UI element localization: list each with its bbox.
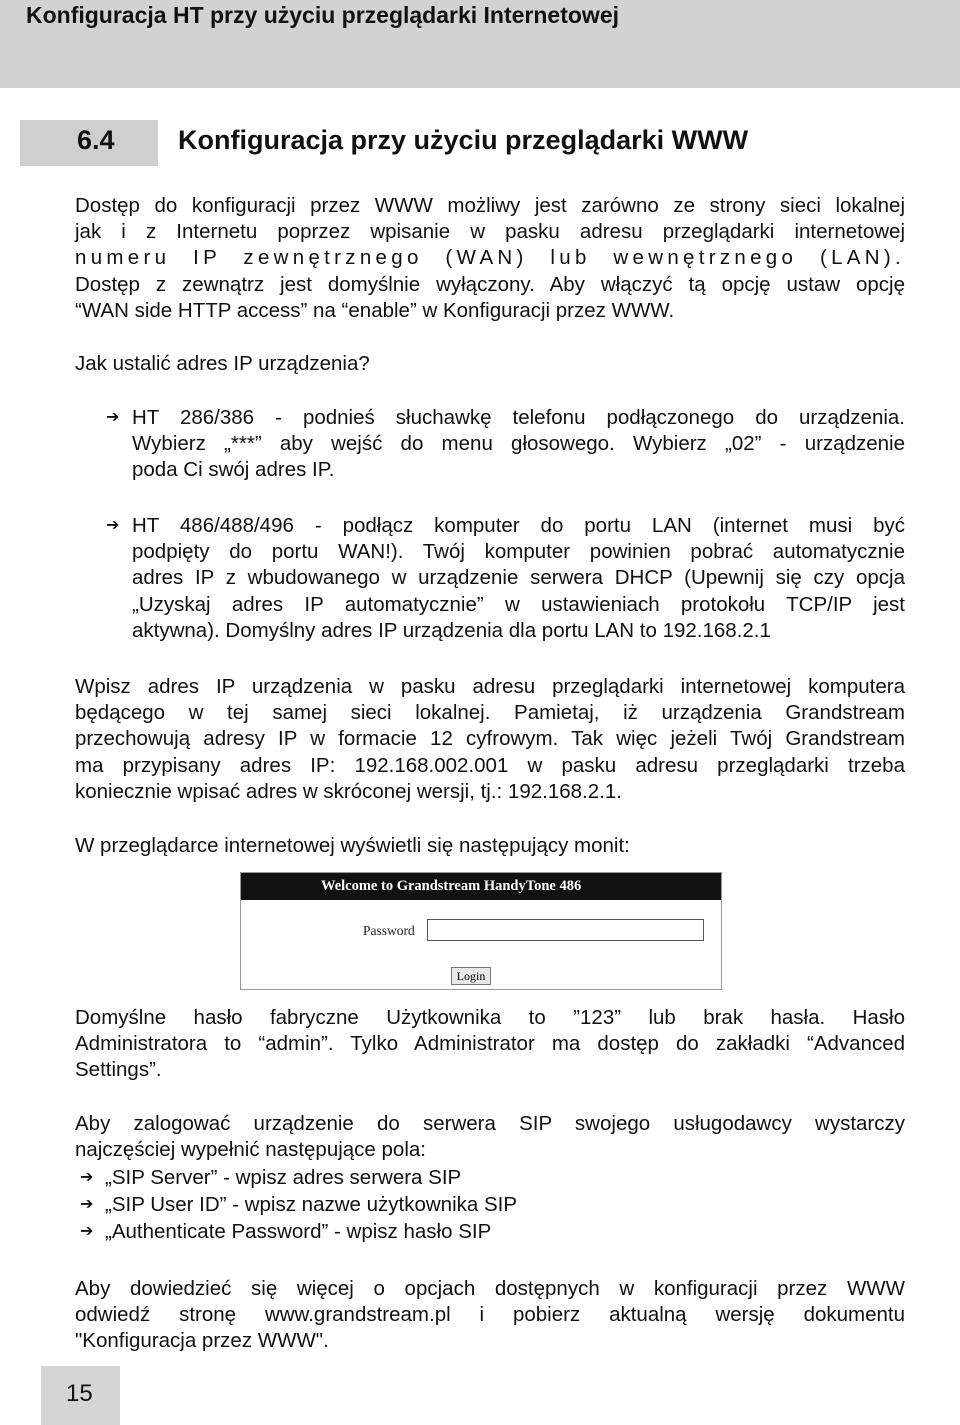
bullet-ht486 <box>132 513 905 644</box>
text-line: “WAN side HTTP access” na “enable” w Konfiguracji przez WWW. <box>75 298 675 322</box>
arrow-right-icon: ➔ <box>80 1169 94 1186</box>
browser-intro <box>75 833 905 859</box>
text-line: Administratora to “admin”. Tylko Administrator ma dostęp do zakładki “Advanced <box>75 1032 905 1056</box>
password-label: Password <box>363 923 415 938</box>
login-header: Welcome to Grandstream HandyTone 486 <box>241 873 721 900</box>
text-line: Wybierz „***” aby wejść do menu głosowego. Wybierz „02” - urządzenie <box>132 432 905 456</box>
header-title: Konfiguracja HT przy użyciu przeglądarki Internetowej <box>26 2 620 28</box>
text-line: Aby dowiedzieć się więcej o opcjach dostępnych w konfiguracji przez WWW <box>75 1277 905 1300</box>
text-line: Aby zalogować urządzenie do serwera SIP swojego usługodawcy wystarczy <box>75 1112 905 1135</box>
text-line: Wpisz adres IP urządzenia w pasku adresu przeglądarki internetowej komputera <box>75 675 905 698</box>
text-line: przechowują adresy IP w formacie 12 cyfrowym. Tak więc jeżeli Twój Grandstream <box>75 727 905 751</box>
text-line: Jak ustalić adres IP urządzenia? <box>75 352 370 375</box>
sip-field-user-id: „SIP User ID” - wpisz nazwe użytkownika SIP <box>105 1193 518 1216</box>
text-line: adres IP z wbudowanego w urządzenie serwera DHCP (Upewnij się czy opcja <box>132 566 905 590</box>
text-line: Settings”. <box>75 1058 162 1082</box>
text-line: "Konfiguracja przez WWW". <box>75 1329 329 1353</box>
text-line: numeru IP zewnętrznego (WAN) lub wewnętrznego (LAN). <box>75 246 905 270</box>
text-line: jak i z Internetu poprzez wpisanie w pasku adresu przeglądarki internetowej <box>75 220 905 244</box>
text-line: Dostęp z zewnątrz jest domyślnie wyłączony. Aby włączyć tą opcję ustaw opcję <box>75 272 905 296</box>
header-bar <box>0 0 960 88</box>
sip-field-password: „Authenticate Password” - wpisz hasło SIP <box>105 1220 492 1243</box>
section-title: Konfiguracja przy użyciu przeglądarki WWW <box>178 125 749 155</box>
text-line: ma przypisany adres IP: 192.168.002.001 w pasku adresu przeglądarki trzeba <box>75 753 905 777</box>
text-line: „Uzyskaj adres IP automatycznie” w ustawieniach protokołu TCP/IP jest <box>132 592 905 616</box>
text-line: W przeglądarce internetowej wyświetli się następujący monit: <box>75 834 630 857</box>
text-line: Domyślne hasło fabryczne Użytkownika to ”123” lub brak hasła. Hasło <box>75 1006 905 1029</box>
text-line: aktywna). Domyślny adres IP urządzenia dla portu LAN to 192.168.2.1 <box>132 618 771 642</box>
question-heading <box>75 351 905 377</box>
arrow-right-icon: ➔ <box>80 1223 94 1240</box>
page-number: 15 <box>66 1380 93 1407</box>
text-line: Dostęp do konfiguracji przez WWW możliwy jest zarówno ze strony sieci lokalnej <box>75 194 905 217</box>
intro-paragraph <box>75 193 905 324</box>
text-line: będącego w tej samej sieci lokalnej. Pamietaj, iż urządzenia Grandstream <box>75 701 905 725</box>
text-line: odwiedź stronę www.grandstream.pl i pobierz aktualną wersję dokumentu <box>75 1303 905 1327</box>
text-line: podpięty do portu WAN!). Twój komputer powinien pobrać automatycznie <box>132 540 905 564</box>
password-paragraph <box>75 1005 905 1084</box>
more-info-paragraph <box>75 1276 905 1355</box>
text-line: koniecznie wpisać adres w skróconej wersji, tj.: 192.168.2.1. <box>75 779 622 803</box>
arrow-right-icon: ➔ <box>106 409 120 426</box>
bullet-ht286 <box>132 405 905 484</box>
text-line: HT 486/488/496 - podłącz komputer do portu LAN (internet musi być <box>132 514 905 537</box>
password-input[interactable] <box>427 919 704 941</box>
section-number: 6.4 <box>77 125 115 155</box>
address-paragraph <box>75 674 905 805</box>
login-button[interactable]: Login <box>451 967 491 985</box>
text-line: HT 286/386 - podnieś słuchawkę telefonu podłączonego do urządzenia. <box>132 406 905 429</box>
sip-field-server: „SIP Server” - wpisz adres serwera SIP <box>105 1166 462 1189</box>
arrow-right-icon: ➔ <box>106 517 120 534</box>
login-screenshot <box>240 872 722 990</box>
text-line: poda Ci swój adres IP. <box>132 458 335 482</box>
arrow-right-icon: ➔ <box>80 1196 94 1213</box>
text-line: najczęściej wypełnić następujące pola: <box>75 1138 426 1162</box>
sip-paragraph <box>75 1111 905 1163</box>
